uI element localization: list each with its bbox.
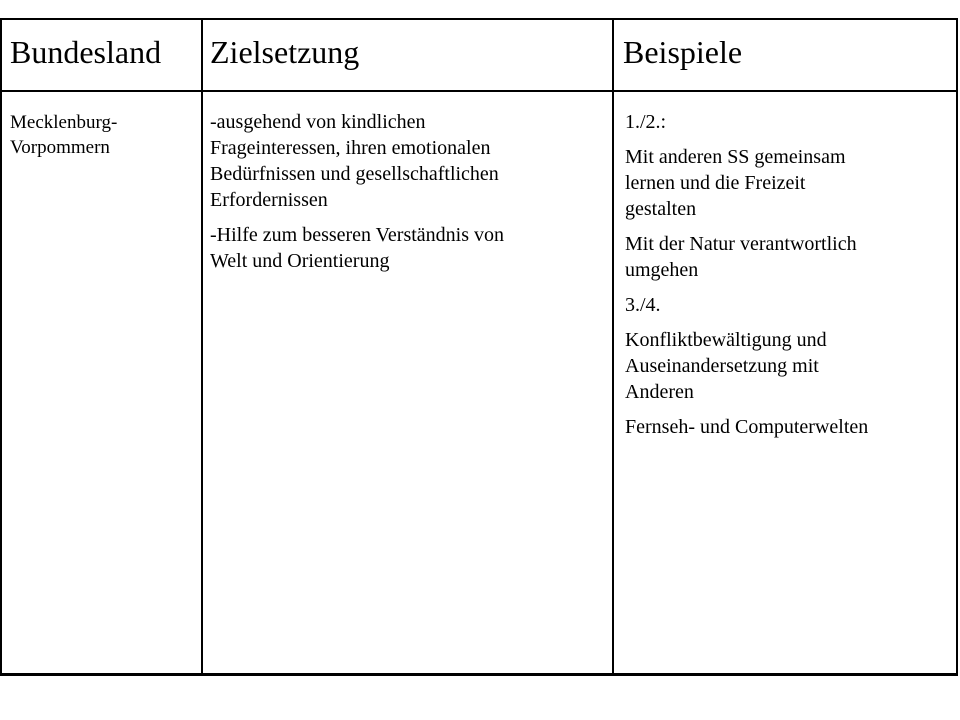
beispiele-line: Mit anderen SS gemeinsam	[625, 146, 846, 168]
cell-zielsetzung	[210, 109, 610, 274]
header-divider	[2, 90, 956, 92]
header-beispiele: Beispiele	[623, 34, 743, 70]
header-bundesland: Bundesland	[10, 34, 162, 70]
beispiele-line: Fernseh- und Computerwelten	[625, 416, 869, 438]
beispiele-line: 1./2.:	[625, 111, 667, 133]
beispiele-line: Mit der Natur verantwortlich	[625, 233, 857, 255]
bundesland-line: Mecklenburg-	[10, 112, 118, 133]
cell-beispiele	[625, 109, 957, 440]
zielsetzung-line: Welt und Orientierung	[210, 250, 390, 272]
cell-bundesland	[10, 110, 195, 160]
zielsetzung-line: -ausgehend von kindlichen	[210, 111, 426, 133]
beispiele-line: gestalten	[625, 198, 697, 220]
column-divider	[201, 20, 203, 673]
zielsetzung-line: Bedürfnissen und gesellschaftlichen	[210, 163, 499, 185]
beispiele-line: Auseinandersetzung mit	[625, 355, 819, 377]
zielsetzung-line: Frageinteressen, ihren emotionalen	[210, 137, 491, 159]
beispiele-line: Anderen	[625, 381, 694, 403]
zielsetzung-line: -Hilfe zum besseren Verständnis von	[210, 224, 505, 246]
zielsetzung-line: Erfordernissen	[210, 189, 328, 211]
beispiele-line: 3./4.	[625, 294, 661, 316]
beispiele-line: lernen und die Freizeit	[625, 172, 806, 194]
comparison-table	[0, 18, 958, 676]
column-divider	[612, 20, 614, 673]
beispiele-line: Konfliktbewältigung und	[625, 329, 827, 351]
bundesland-line: Vorpommern	[10, 137, 110, 158]
header-zielsetzung: Zielsetzung	[210, 34, 360, 70]
beispiele-line: umgehen	[625, 259, 699, 281]
